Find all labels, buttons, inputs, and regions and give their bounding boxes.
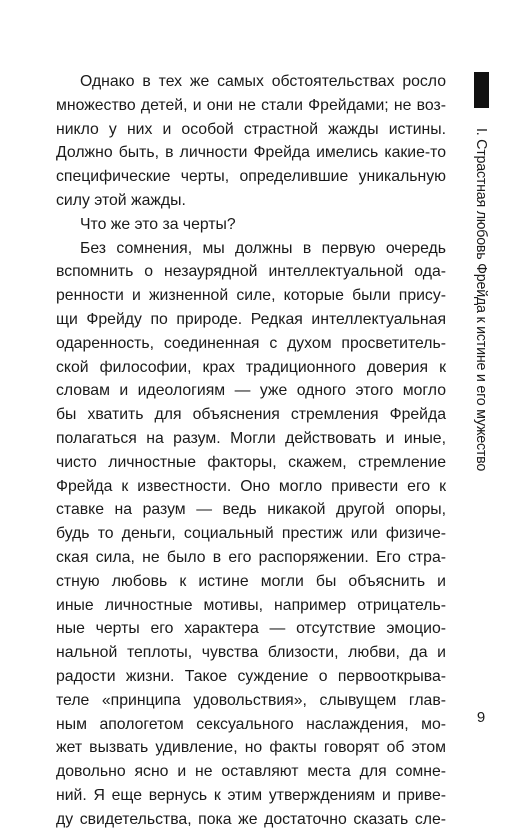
text-line: вспомнить о незаурядной интеллектуальной ода- [56, 263, 446, 281]
text-line: ставке на разум — ведь никакой другой опоры, [56, 501, 446, 519]
text-line: Фрейда к известности. Оно могло привести его к [56, 477, 446, 495]
text-line: ные черты его характера — отсутствие эмоцио- [56, 620, 446, 638]
text-line: будь то деньги, социальный престиж или физиче- [56, 525, 446, 543]
text-line: Должно быть, в личности Фрейда имелись какие-то [56, 144, 446, 162]
text-line: Что же это за черты? [80, 215, 236, 233]
text-line: ской философии, крах традиционного доверия к [56, 358, 446, 376]
running-head-container [471, 128, 491, 648]
text-line: ренности и жизненной силе, которые были прису- [56, 287, 446, 305]
text-line: множество детей, и они не стали Фрейдами; не воз- [56, 96, 446, 114]
text-line: щи Фрейду по природе. Редкая интеллектуальная [56, 310, 446, 328]
text-line: силу этой жажды. [56, 191, 186, 209]
running-head: I. Страстная любовь Фрейда к истине и его мужество [473, 128, 489, 472]
text-line: Однако в тех же самых обстоятельствах росло [80, 73, 446, 90]
text-line: словам и идеологиям — уже одного этого могло [56, 382, 446, 400]
text-line: теле «принципа удовольствия», слывущем глав- [56, 691, 446, 709]
text-line: довольно ясно и не оставляют места для сомне- [56, 763, 446, 781]
chapter-marker [474, 72, 489, 108]
text-line: ным апологетом сексуального наслаждения, мо- [56, 715, 446, 733]
text-line: полагаться на разум. Могли действовать и иные, [56, 429, 446, 447]
text-line: никло у них и особой страстной жажды истины. [56, 120, 446, 138]
text-line: одаренность, соединенная с духом просветитель- [56, 334, 446, 352]
text-line: ду свидетельства, пока же достаточно сказать сле- [56, 810, 446, 828]
text-line: нальной теплоты, чувства близости, любви, да и [56, 644, 446, 662]
body-text [56, 70, 446, 832]
text-line: стную любовь к истине могли бы объяснить и [56, 572, 446, 590]
text-line: специфические черты, определившие уникальную [56, 168, 446, 186]
text-line: ская сила, не было в его распоряжении. Его стра- [56, 548, 446, 566]
text-line: ний. Я еще вернусь к этим утверждениям и приве- [56, 786, 446, 804]
text-line: иные личностные мотивы, например отрицатель- [56, 596, 446, 614]
text-line: бы хватить для объяснения стремления Фрейда [56, 406, 446, 424]
text-line: Без сомнения, мы должны в первую очередь [80, 239, 446, 257]
page-number: 9 [476, 709, 486, 726]
text-line: жет вызвать удивление, но факты говорят об этом [56, 739, 446, 757]
text-line: радости жизни. Такое суждение о первооткрыва- [56, 667, 446, 685]
text-line: чисто личностные факторы, скажем, стремление [56, 453, 446, 471]
